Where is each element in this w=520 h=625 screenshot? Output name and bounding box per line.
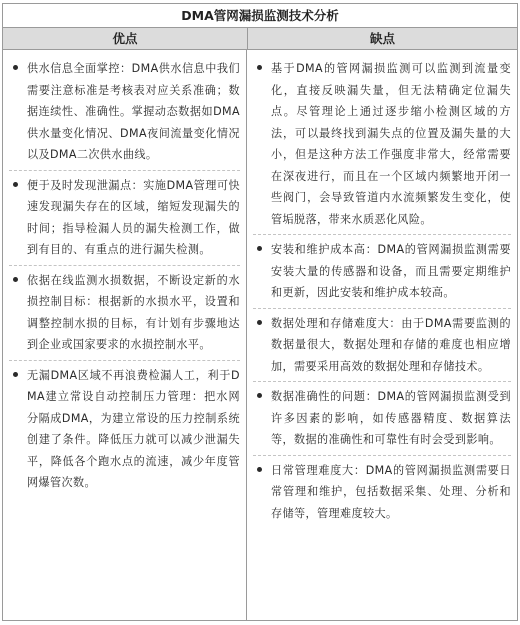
bullet-dot-icon bbox=[257, 320, 262, 325]
advantage-item bbox=[9, 265, 240, 360]
advantage-text: 无漏DMA区域不再浪费检漏人工，利于DMA建立常设自动控制压力管理：把水网分隔成DMA，为建立常设的压力控制系统创建了条件。降低压力就可以减少泄漏失平，降低各个跑水点的流速，减少年度管网爆管次数。 bbox=[27, 368, 240, 489]
analysis-table bbox=[2, 3, 518, 621]
advantage-item bbox=[9, 360, 240, 498]
disadvantages-column bbox=[247, 50, 517, 620]
disadvantage-item bbox=[253, 234, 511, 308]
bullet-dot-icon bbox=[13, 277, 18, 282]
bullet-dot-icon bbox=[257, 467, 262, 472]
disadvantage-item bbox=[253, 54, 511, 234]
bullet-dot-icon bbox=[13, 182, 18, 187]
table-title: DMA管网漏损监测技术分析 bbox=[3, 4, 517, 28]
bullet-dot-icon bbox=[257, 393, 262, 398]
advantage-item bbox=[9, 54, 240, 170]
advantage-text: 便于及时发现泄漏点：实施DMA管理可快速发现漏失存在的区域，缩短发现漏失的时间；指导检漏人员的漏失检测工作，做到有目的、有重点的进行漏失检测。 bbox=[27, 178, 240, 256]
disadvantage-text: 日常管理难度大：DMA的管网漏损监测需要日常管理和维护，包括数据采集、处理、分析和存储等，管理难度较大。 bbox=[271, 463, 511, 520]
table-body bbox=[3, 50, 517, 620]
header-advantages: 优点 bbox=[3, 28, 248, 49]
header-disadvantages: 缺点 bbox=[369, 31, 395, 46]
advantages-column bbox=[3, 50, 247, 620]
bullet-dot-icon bbox=[257, 65, 262, 70]
disadvantage-text: 数据准确性的问题：DMA的管网漏损监测受到许多因素的影响，如传感器精度、数据算法等，数据的准确性和可靠性有时会受到影响。 bbox=[271, 390, 511, 446]
disadvantage-text: 基于DMA的管网漏损监测可以监测到流量变化，直接反映漏失量，但无法精确定位漏失点。尽管理论上通过逐步缩小检测区域的方法，可以最终找到漏失点的位置及漏失量的大小，但是这种方法工作强度非常大，经常需要在深夜进行，而且在一个区域内频繁地开闭一些阀门，会导致管道内水流频繁发生变化，使管垢脱落，带来水质恶化风险。 bbox=[271, 62, 511, 226]
advantage-item bbox=[9, 170, 240, 265]
disadvantage-text: 安装和维护成本高：DMA的管网漏损监测需要安装大量的传感器和设备，而且需要定期维护和更新，因此安装和维护成本较高。 bbox=[271, 243, 511, 299]
disadvantage-item bbox=[253, 308, 511, 382]
bullet-dot-icon bbox=[13, 65, 18, 70]
bullet-dot-icon bbox=[257, 246, 262, 251]
disadvantage-item bbox=[253, 455, 511, 529]
table-header-row bbox=[3, 28, 517, 50]
disadvantage-item bbox=[253, 381, 511, 455]
advantage-text: 依据在线监测水损数据，不断设定新的水损控制目标：根据新的水损水平，设置和调整控制水损的目标，有计划有步骤地达到企业或国家要求的水损控制水平。 bbox=[27, 273, 240, 351]
disadvantage-text: 数据处理和存储难度大：由于DMA需要监测的数据量很大，数据处理和存储的难度也相应增加，需要采用高效的数据处理和存储技术。 bbox=[271, 316, 511, 373]
bullet-dot-icon bbox=[13, 372, 18, 377]
advantage-text: 供水信息全面掌控：DMA供水信息中我们需要注意标准是考核表对应关系准确；数据连续性、准确性。掌握动态数据如DMA供水量变化情况、DMA夜间流量变化情况以及DMA二次供水曲线。 bbox=[27, 62, 240, 161]
